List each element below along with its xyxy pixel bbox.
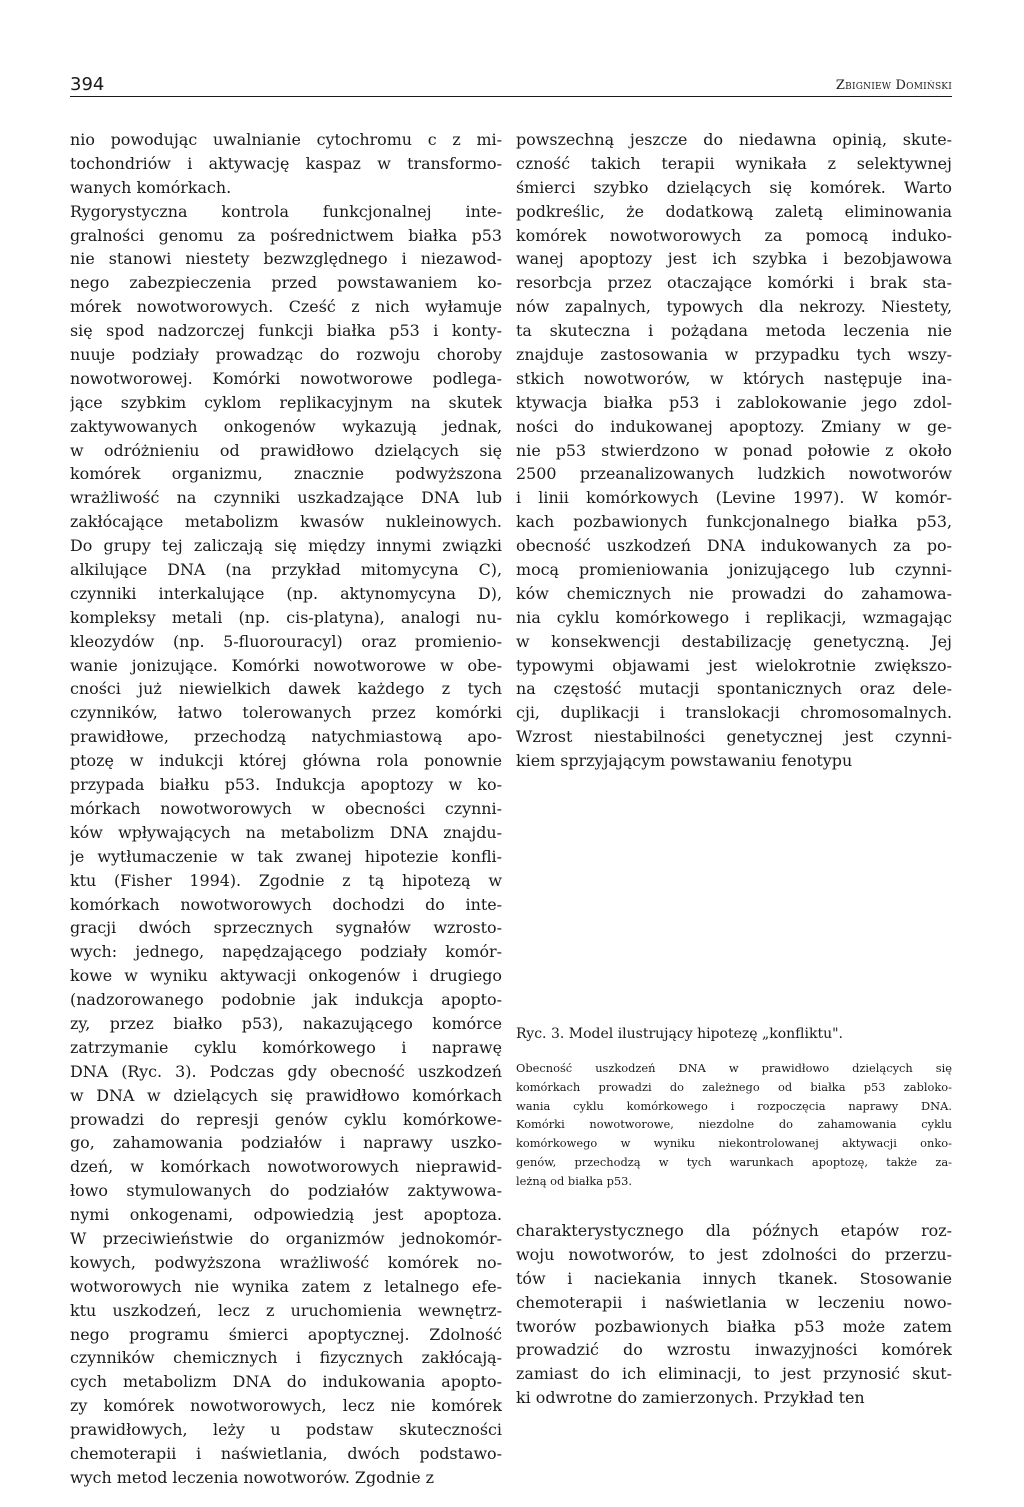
- text-line: komórek nowotworowych za pomocą induko-: [516, 225, 952, 245]
- text-line: nego programu śmierci apoptycznej. Zdolność: [70, 1324, 502, 1344]
- text-line: W przeciwieństwie do organizmów jednokomór-: [70, 1228, 502, 1248]
- text-line: ktu (Fisher 1994). Zgodnie z tą hipotezą w: [70, 870, 502, 890]
- page-header: [70, 74, 952, 96]
- text-line: czność takich terapii wynikała z selektywnej: [516, 153, 952, 173]
- text-line: dzeń, w komórkach nowotworowych nieprawid-: [70, 1157, 502, 1177]
- text-line: ki odwrotne do zamierzonych. Przykład ten: [516, 1388, 865, 1408]
- text-line: kowe w wyniku aktywacji onkogenów i drugiego: [70, 966, 502, 986]
- text-line: woju nowotworów, to jest zdolności do przerzu-: [516, 1244, 952, 1264]
- text-line: ktywacja białka p53 i zablokowanie jego zdol-: [516, 392, 952, 412]
- text-line: chemoterapii i naświetlania, dwóch podstawo-: [70, 1443, 502, 1463]
- text-line: nie stanowi niestety bezwzględnego i niezawod-: [70, 249, 502, 269]
- text-line: chemoterapii i naświetlania w leczeniu nowo-: [516, 1292, 952, 1312]
- text-line: wych metod leczenia nowotworów. Zgodnie z: [70, 1467, 435, 1487]
- text-line: resorbcja przez otaczające komórki i brak sta-: [516, 273, 952, 293]
- caption-line: Obecność uszkodzeń DNA w prawidłowo dzielących się: [516, 1061, 952, 1075]
- text-line: alkilujące DNA (na przykład mitomycyna C),: [70, 560, 502, 580]
- text-line: w konsekwencji destabilizację genetyczną. Jej: [516, 631, 952, 651]
- text-line: Rygorystyczna kontrola funkcjonalnej inte-: [70, 201, 502, 221]
- text-line: tów i naciekania innych tkanek. Stosowanie: [516, 1268, 952, 1288]
- text-line: stkich nowotworów, w których następuje ina-: [516, 368, 952, 388]
- text-line: zaktywowanych onkogenów wykazują jednak,: [70, 416, 502, 436]
- text-line: przypada białku p53. Indukcja apoptozy w ko-: [70, 775, 502, 795]
- caption-line: wania cyklu komórkowego i rozpoczęcia naprawy DNA.: [516, 1098, 952, 1113]
- text-line: ptozę w indukcji której główna rola ponownie: [70, 751, 502, 771]
- text-line: znajduje zastosowania w przypadku tych wszy-: [516, 345, 952, 365]
- header-rule: [70, 96, 952, 97]
- text-line: obecność uszkodzeń DNA indukowanych za po-: [516, 536, 952, 556]
- text-line: nia cyklu komórkowego i replikacji, wzmagając: [516, 607, 952, 627]
- text-line: cności już niewielkich dawek każdego z tych: [70, 679, 502, 699]
- text-line: w DNA w dzielących się prawidłowo komórkach: [70, 1085, 502, 1105]
- text-line: go, zahamowania podziałów i naprawy uszko-: [70, 1133, 502, 1153]
- text-line: wych: jednego, napędzającego podziały komór-: [70, 942, 502, 962]
- text-line: ta skuteczna i pożądana metoda leczenia nie: [516, 321, 952, 341]
- text-line: charakterystycznego dla późnych etapów roz-: [516, 1221, 952, 1240]
- text-line: wotworowych nie wynika zatem z letalnego efe-: [70, 1276, 502, 1296]
- text-line: gralności genomu za pośrednictwem białka p53: [70, 225, 502, 245]
- text-line: kompleksy metali (np. cis-platyna), analogi nu-: [70, 607, 502, 627]
- text-line: cych metabolizm DNA do indukowania apopto-: [70, 1372, 502, 1392]
- text-line: nymi onkogenami, odpowiedzią jest apoptoza.: [70, 1205, 502, 1225]
- text-line: czynników, łatwo tolerowanych przez komórki: [70, 703, 502, 723]
- text-line: ności do indukowanej apoptozy. Zmiany w ge-: [516, 416, 952, 436]
- text-line: nów zapalnych, typowych dla nekrozy. Niestety,: [516, 297, 952, 317]
- figure-3-area: [516, 740, 952, 1010]
- running-head-author: Zbigniew Domiński: [835, 78, 952, 93]
- text-line: prawidłowe, przechodzą natychmiastową apo-: [70, 727, 502, 747]
- text-line: ktu uszkodzeń, lecz z uruchomienia wewnętrz-: [70, 1300, 502, 1320]
- text-line: kiem sprzyjającym powstawaniu fenotypu: [516, 751, 853, 771]
- text-line: typowymi objawami jest wielokrotnie zwiększo-: [516, 655, 952, 675]
- text-line: wanie jonizujące. Komórki nowotworowe w obe-: [70, 655, 502, 675]
- text-line: jące szybkim cyklom replikacyjnym na skutek: [70, 392, 502, 412]
- figure-caption-title: Ryc. 3. Model ilustrujący hipotezę „konfliktu".: [516, 1026, 843, 1042]
- text-line: je wytłumaczenie w tak zwanej hipotezie konfli-: [70, 846, 502, 866]
- text-line: i linii komórkowych (Levine 1997). W komór-: [516, 488, 952, 508]
- text-line: komórek organizmu, znacznie podwyższona: [70, 464, 502, 484]
- text-line: wanej apoptozy jest ich szybka i bezobjawowa: [516, 249, 952, 269]
- text-line: wrażliwość na czynniki uszkadzające DNA lub: [70, 488, 502, 508]
- caption-line: komórkach prowadzi do zależnego od białka p53 zabloko-: [516, 1079, 952, 1094]
- text-line: zy komórek nowotworowych, lecz nie komórek: [70, 1396, 502, 1416]
- text-line: na częstość mutacji spontanicznych oraz dele-: [516, 679, 952, 699]
- page-number: 394: [70, 74, 105, 95]
- text-line: cji, duplikacji i translokacji chromosomalnych.: [516, 703, 952, 723]
- text-line: nego zabezpieczenia przed powstawaniem ko-: [70, 273, 502, 293]
- text-line: tochondriów i aktywację kaspaz w transformo-: [70, 153, 502, 173]
- text-line: prowadzić do wzrostu inwazyjności komórek: [516, 1340, 952, 1360]
- text-line: mórek nowotworowych. Cześć z nich wyłamuje: [70, 297, 502, 317]
- text-line: nie p53 stwierdzono w ponad połowie z około: [516, 440, 952, 460]
- text-line: śmierci szybko dzielących się komórek. Warto: [516, 177, 952, 197]
- text-line: mórkach nowotworowych w obecności czynni-: [70, 798, 502, 818]
- text-line: czynniki interkalujące (np. aktynomycyna D),: [70, 583, 502, 603]
- caption-line: komórkowego w wyniku niekontrolowanej aktywacji onko-: [516, 1136, 952, 1151]
- text-line: wanych komórkach.: [70, 177, 232, 197]
- text-line: nowotworowej. Komórki nowotworowe podlega-: [70, 368, 502, 388]
- text-line: zakłócające metabolizm kwasów nukleinowych.: [70, 512, 502, 532]
- text-line: się spod nadzorczej funkcji białka p53 i konty-: [70, 321, 502, 341]
- text-line: mocą promieniowania jonizującego lub czynni-: [516, 560, 952, 580]
- text-line: w odróżnieniu od prawidłowo dzielących się: [70, 440, 502, 460]
- text-line: ków chemicznych nie prowadzi do zahamowa-: [516, 583, 952, 603]
- text-line: 2500 przeanalizowanych ludzkich nowotworów: [516, 464, 952, 484]
- text-line: powszechną jeszcze do niedawna opinią, skute-: [516, 130, 952, 149]
- caption-line: genów, przechodzą w tych warunkach apoptozę, także za-: [516, 1154, 952, 1169]
- figure-caption-body: [516, 1059, 952, 1191]
- text-line: prawidłowych, leży u podstaw skuteczności: [70, 1420, 502, 1440]
- text-line: podkreślic, że dodatkową zaletą eliminowania: [516, 201, 952, 221]
- text-line: Wzrost niestabilności genetycznej jest czynni-: [516, 727, 952, 747]
- text-line: prowadzi do represji genów cyklu komórkowe-: [70, 1109, 502, 1129]
- text-line: nuuje podziały prowadząc do rozwoju choroby: [70, 345, 502, 365]
- text-line: zatrzymanie cyklu komórkowego i naprawę: [70, 1037, 502, 1057]
- text-line: komórkach nowotworowych dochodzi do inte-: [70, 894, 502, 914]
- left-text-column: [70, 128, 502, 1490]
- text-line: gracji dwóch sprzecznych sygnałów wzrosto-: [70, 918, 502, 938]
- text-line: Do grupy tej zaliczają się między innymi związki: [70, 536, 502, 556]
- text-line: zy, przez białko p53), nakazującego komórce: [70, 1013, 502, 1033]
- text-line: kleozydów (np. 5-fluorouracyl) oraz promienio-: [70, 631, 502, 651]
- text-line: czynników chemicznych i fizycznych zakłócają-: [70, 1348, 502, 1368]
- caption-line: Komórki nowotworowe, niezdolne do zahamowania cyklu: [516, 1117, 952, 1132]
- text-line: nio powodując uwalnianie cytochromu c z mi-: [70, 130, 502, 149]
- right-text-column-top: [516, 128, 952, 773]
- text-line: tworów pozbawionych białka p53 może zatem: [516, 1316, 952, 1336]
- text-line: (nadzorowanego podobnie jak indukcja apopto-: [70, 990, 502, 1010]
- text-line: zamiast do ich eliminacji, to jest przynosić skut-: [516, 1364, 952, 1384]
- caption-line: leżną od białka p53.: [516, 1173, 633, 1188]
- text-line: DNA (Ryc. 3). Podczas gdy obecność uszkodzeń: [70, 1061, 502, 1081]
- text-line: łowo stymulowanych do podziałów zaktywowa-: [70, 1181, 502, 1201]
- right-text-column-bottom: [516, 1219, 952, 1410]
- text-line: ków wpływających na metabolizm DNA znajdu-: [70, 822, 502, 842]
- text-line: kowych, podwyższona wrażliwość komórek no-: [70, 1252, 502, 1272]
- text-line: kach pozbawionych funkcjonalnego białka p53,: [516, 512, 952, 532]
